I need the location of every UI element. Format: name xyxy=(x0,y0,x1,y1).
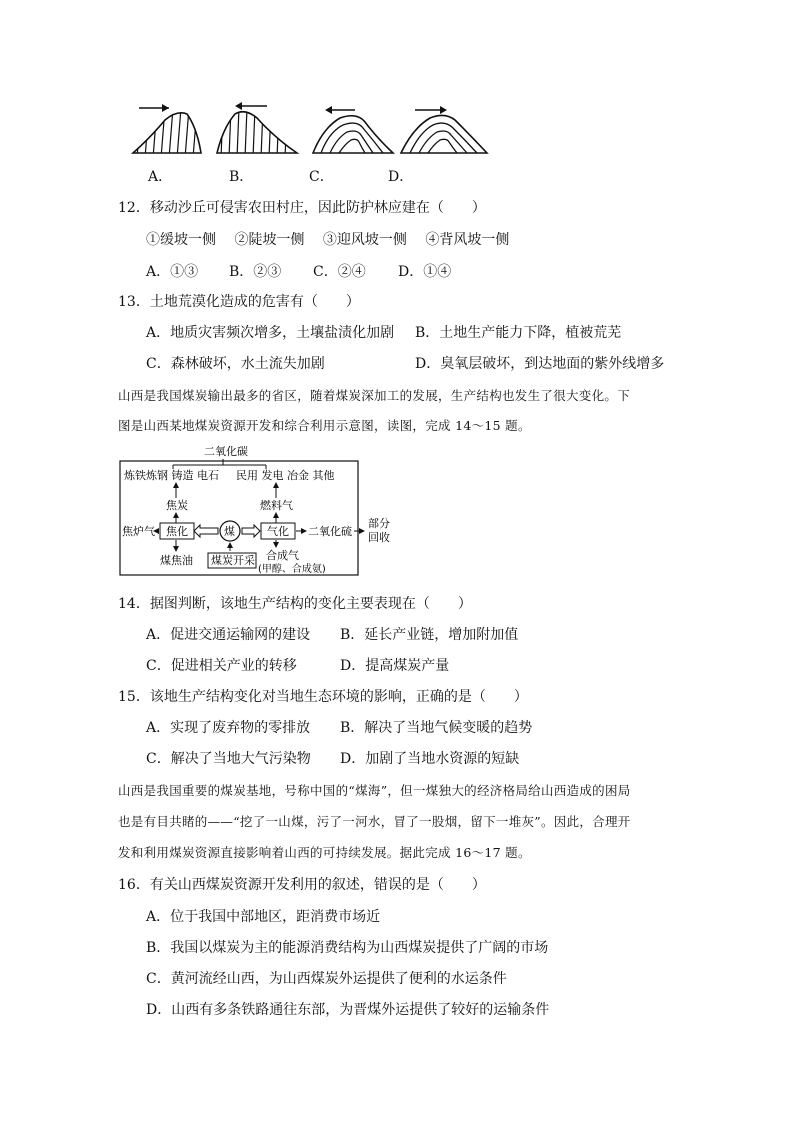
diagram-mining-label: 煤炭开采 xyxy=(211,554,255,567)
dune-option-a-label: A． xyxy=(148,169,173,185)
question-15-option-c: C．解决了当地大气污染物 xyxy=(146,751,311,767)
diagram-coal-label: 煤 xyxy=(224,525,235,538)
dune-figure xyxy=(125,98,495,160)
dune-option-d-label: D． xyxy=(388,169,414,185)
diagram-recycle-line-2: 回收 xyxy=(368,531,390,544)
question-12-option-c: C．②④ xyxy=(313,264,366,280)
dune-option-c-label: C． xyxy=(309,169,334,185)
passage-1-line-2: 图是山西某地煤炭资源开发和综合利用示意图，读图，完成 14～15 题。 xyxy=(118,418,531,433)
diagram-syngas-note: (甲醇、合成氨) xyxy=(258,564,326,575)
diagram-tar-label: 煤焦油 xyxy=(160,554,193,567)
question-12-option-a: A．①③ xyxy=(146,264,199,280)
coal-utilization-diagram xyxy=(118,443,408,578)
passage-2-line-2: 也是有目共睹的——“挖了一山煤，污了一河水，冒了一股烟，留下一堆灰”。因此，合理开 xyxy=(118,814,631,829)
dune-c-icon xyxy=(313,106,393,153)
diagram-gasify-label: 气化 xyxy=(267,525,289,538)
question-12-items: ①缓坡一侧 ②陡坡一侧 ③迎风坡一侧 ④背风坡一侧 xyxy=(146,232,510,248)
diagram-coking-label: 焦化 xyxy=(166,525,188,538)
question-13-option-d: D．臭氧层破坏，到达地面的紫外线增多 xyxy=(415,356,665,372)
passage-2-line-1: 山西是我国重要的煤炭基地，号称中国的“煤海”，但一煤独大的经济格局给山西造成的困局 xyxy=(118,783,631,798)
question-16-option-a: A．位于我国中部地区，距消费市场近 xyxy=(146,909,381,925)
question-16-option-c: C．黄河流经山西，为山西煤炭外运提供了便利的水运条件 xyxy=(146,971,507,987)
passage-2-line-3: 发和利用煤炭资源直接影响着山西的可持续发展。据此完成 16～17 题。 xyxy=(118,845,531,860)
question-16-option-b: B．我国以煤炭为主的能源消费结构为山西煤炭提供了广阔的市场 xyxy=(146,940,549,956)
diagram-recycle-line-1: 部分 xyxy=(368,517,390,530)
diagram-coking-gas-label: 焦炉气 xyxy=(122,525,155,538)
question-15-option-d: D．加剧了当地水资源的短缺 xyxy=(340,751,520,767)
dune-b-icon xyxy=(217,102,297,158)
question-15-stem: 15．该地生产结构变化对当地生态环境的影响，正确的是（ ） xyxy=(118,689,528,705)
question-15-option-b: B．解决了当地气候变暖的趋势 xyxy=(340,720,533,736)
question-12-option-d: D．①④ xyxy=(398,264,452,280)
question-14-stem: 14．据图判断，该地生产结构的变化主要表现在（ ） xyxy=(118,596,472,612)
diagram-left-uses: 炼铁炼钢 铸造 电石 xyxy=(124,469,219,482)
diagram-so2-label: 二氧化硫 xyxy=(308,525,352,538)
diagram-syngas-label: 合成气 xyxy=(266,549,299,562)
question-16-stem: 16．有关山西煤炭资源开发利用的叙述，错误的是（ ） xyxy=(118,877,486,893)
dune-d-icon xyxy=(401,106,487,153)
question-12-option-b: B．②③ xyxy=(229,264,282,280)
passage-1-line-1: 山西是我国煤炭输出最多的省区，随着煤炭深加工的发展，生产结构也发生了很大变化。下 xyxy=(118,388,631,403)
question-13-option-b: B．土地生产能力下降，植被荒芜 xyxy=(415,325,622,341)
question-14-option-d: D．提高煤炭产量 xyxy=(340,658,450,674)
question-13-stem: 13．土地荒漠化造成的危害有（ ） xyxy=(118,294,360,310)
diagram-fuel-gas-label: 燃料气 xyxy=(260,499,293,512)
diagram-co2-label: 二氧化碳 xyxy=(204,445,248,458)
diagram-right-uses: 民用 发电 冶金 其他 xyxy=(236,469,335,482)
question-14-option-a: A．促进交通运输网的建设 xyxy=(146,627,311,643)
dune-a-icon xyxy=(133,104,201,158)
question-15-option-a: A．实现了废弃物的零排放 xyxy=(146,720,311,736)
question-14-option-b: B．延长产业链，增加附加值 xyxy=(340,627,519,643)
question-13-option-a: A．地质灾害频次增多，土壤盐渍化加剧 xyxy=(146,325,395,341)
diagram-coke-label: 焦炭 xyxy=(166,499,188,512)
dune-option-b-label: B． xyxy=(229,169,254,185)
question-14-option-c: C．促进相关产业的转移 xyxy=(146,658,297,674)
question-16-option-d: D．山西有多条铁路通往东部，为晋煤外运提供了较好的运输条件 xyxy=(146,1002,550,1018)
question-13-option-c: C．森林破坏，水土流失加剧 xyxy=(146,356,325,372)
question-12-stem: 12．移动沙丘可侵害农田村庄，因此防护林应建在（ ） xyxy=(118,200,486,216)
